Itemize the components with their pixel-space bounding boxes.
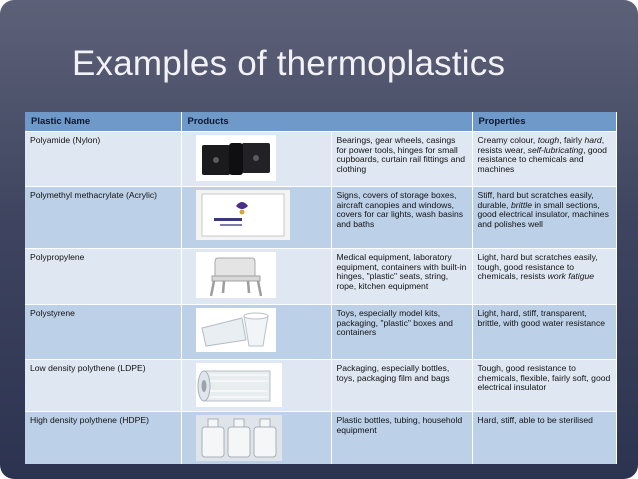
properties-text: Creamy colour, tough, fairly hard, resists wear, self-lubricating, good resistance to chemicals and machines <box>472 132 616 187</box>
properties-text: Light, hard but scratches easily, tough, good resistance to chemicals, resists work fatigue <box>472 249 616 305</box>
plastic-name: Polypropylene <box>25 249 181 305</box>
header-products: Products <box>181 112 472 132</box>
table-header-row <box>25 112 616 132</box>
properties-text: Hard, stiff, able to be sterilised <box>472 412 616 464</box>
products-text: Signs, covers of storage boxes, aircraft canopies and windows, covers for car lights, wash basins and baths <box>331 187 472 249</box>
plastic-name: Low density polythene (LDPE) <box>25 360 181 412</box>
chair-image <box>181 249 331 305</box>
products-text: Plastic bottles, tubing, household equipment <box>331 412 472 464</box>
film-roll-image <box>181 360 331 412</box>
table-row <box>25 412 616 464</box>
table-row <box>25 305 616 360</box>
plastic-name: High density polythene (HDPE) <box>25 412 181 464</box>
slide-title: Examples of thermoplastics <box>72 44 506 83</box>
hinge-image <box>181 132 331 187</box>
thermoplastics-table <box>25 112 616 464</box>
properties-text: Tough, good resistance to chemicals, flexible, fairly soft, good electrical insulator <box>472 360 616 412</box>
properties-text: Light, hard, stiff, transparent, brittle, with good water resistance <box>472 305 616 360</box>
products-text: Packaging, especially bottles, toys, packaging film and bags <box>331 360 472 412</box>
table-row <box>25 187 616 249</box>
acrylic-sign-image <box>181 187 331 249</box>
table-row <box>25 132 616 187</box>
table-row <box>25 360 616 412</box>
table-row <box>25 249 616 305</box>
plastic-name: Polystyrene <box>25 305 181 360</box>
products-text: Bearings, gear wheels, casings for power tools, hinges for small cupboards, curtain rail fittings and clothing <box>331 132 472 187</box>
plastic-name: Polyamide (Nylon) <box>25 132 181 187</box>
header-plastic-name: Plastic Name <box>25 112 181 132</box>
products-text: Medical equipment, laboratory equipment, containers with built-in hinges, "plastic" seats, string, rope, kitchen equipment <box>331 249 472 305</box>
bottles-image <box>181 412 331 464</box>
plastic-name: Polymethyl methacrylate (Acrylic) <box>25 187 181 249</box>
header-properties: Properties <box>472 112 616 132</box>
properties-text: Stiff, hard but scratches easily, durable, brittle in small sections, good electrical insulator, machines and polishes well <box>472 187 616 249</box>
products-text: Toys, especially model kits, packaging, "plastic" boxes and containers <box>331 305 472 360</box>
cups-image <box>181 305 331 360</box>
